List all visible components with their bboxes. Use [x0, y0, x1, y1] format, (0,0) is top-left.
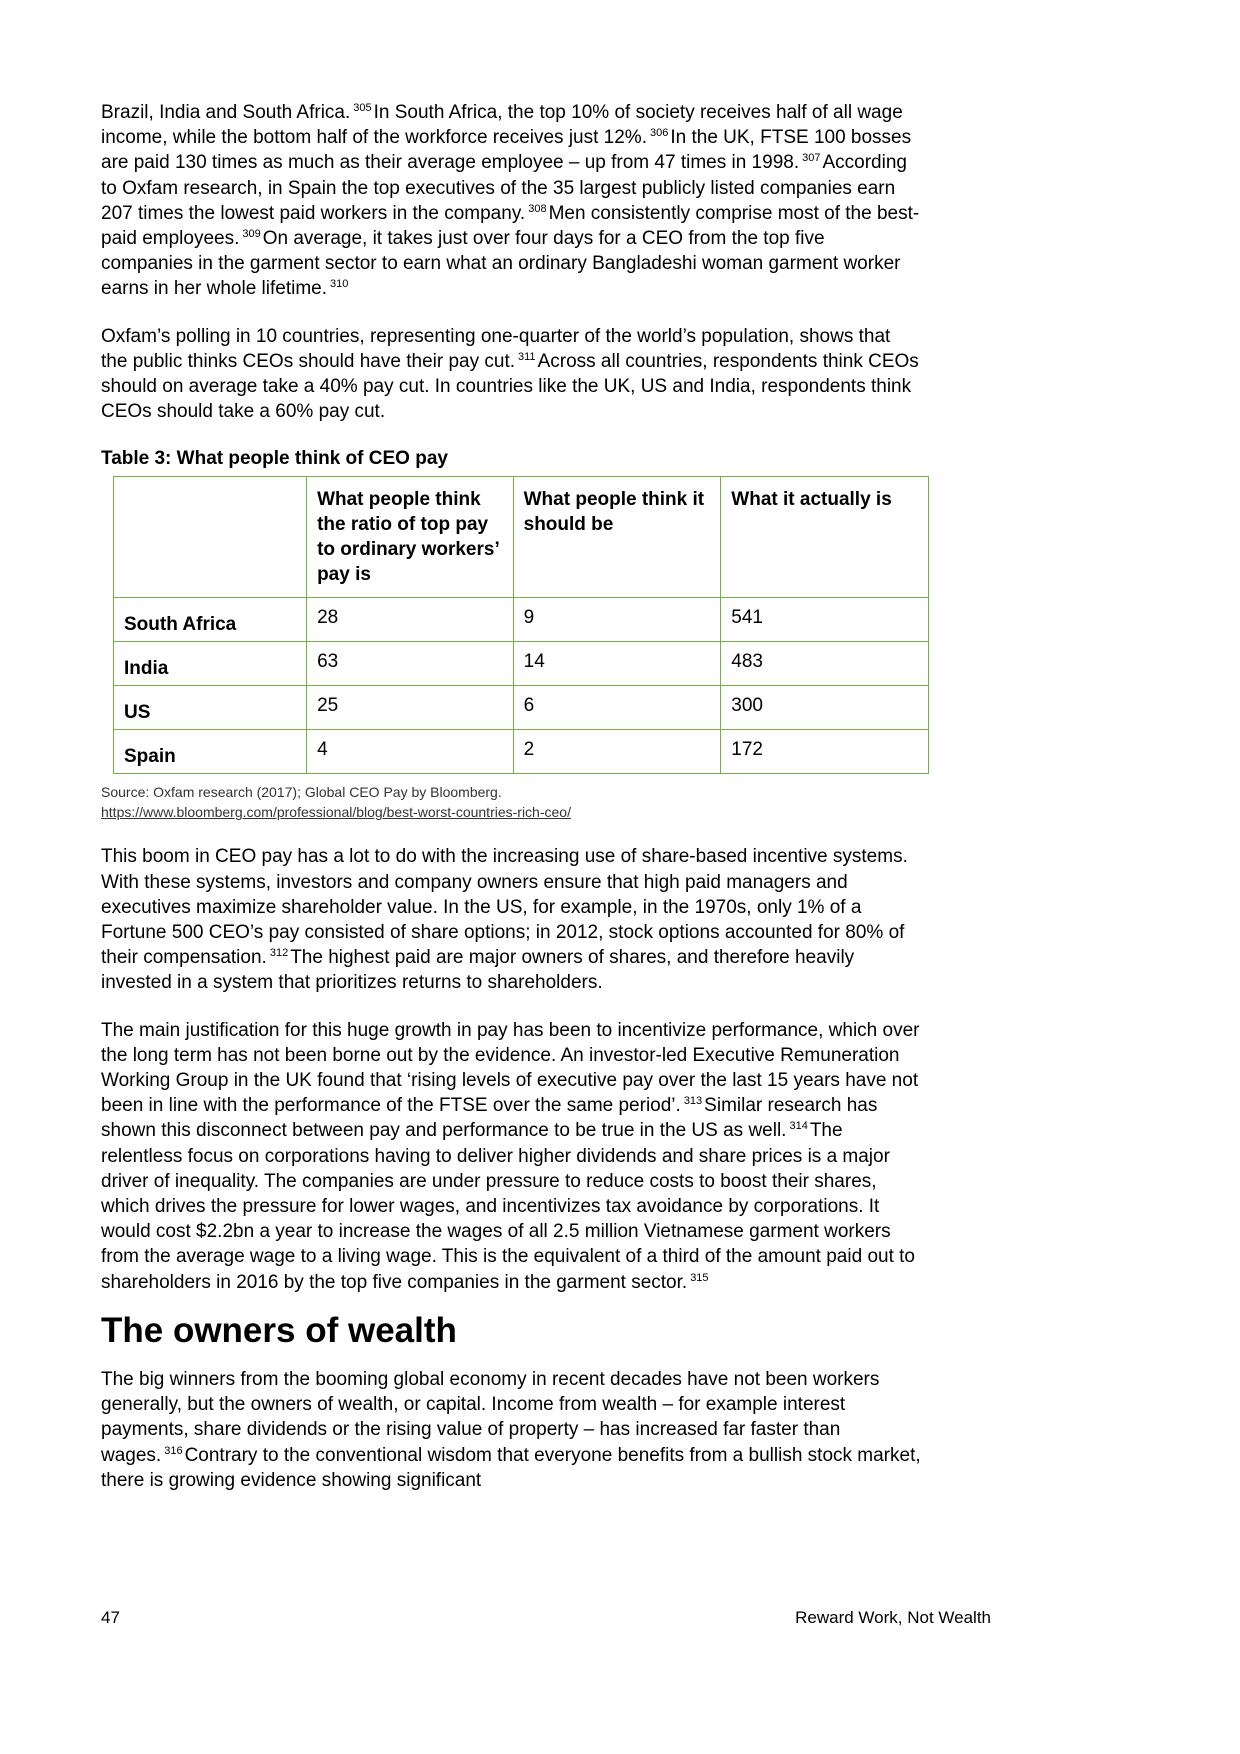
footnote-ref: 314 — [789, 1120, 808, 1133]
country-cell: US — [114, 686, 307, 730]
table-header-row — [114, 477, 929, 598]
perceived-ratio-cell: 63 — [307, 642, 514, 686]
text-run: Men consistently comprise most of the best-paid employees. — [101, 202, 920, 250]
text-run: On average, it takes just over four days for a CEO from the top five companies in the garment sector to earn what an ordinary Bangladeshi woman garment worker earns in her whole lifetime. — [101, 228, 901, 300]
footer-title: Reward Work, Not Wealth — [795, 1608, 991, 1627]
text-run: Brazil, India and South Africa. — [101, 102, 351, 123]
footnote-ref: 315 — [690, 1271, 709, 1284]
paragraph — [101, 324, 921, 425]
paragraph — [101, 1018, 921, 1295]
footnote-ref: 305 — [353, 102, 372, 114]
table-row — [114, 642, 929, 686]
table-row — [114, 598, 929, 642]
table-source — [101, 782, 921, 822]
text-run: According to Oxfam research, in Spain the top executives of the 35 largest publicly listed companies earn 207 times the lowest paid workers in the company. — [101, 152, 907, 224]
country-cell: South Africa — [114, 598, 307, 642]
perceived-ratio-cell: 25 — [307, 686, 514, 730]
table-header-actual-ratio: What it actually is — [721, 477, 929, 598]
table-caption: Table 3: What people think of CEO pay — [101, 448, 448, 470]
text-run: The main justification for this huge growth in pay has been to incentivize performance, which over the long term has not been borne out by the evidence. An investor-led Executive Remuneration Working Group in the UK found that ‘rising levels of executive pay over the last 15 years have not been in line with the performance of the FTSE over the same period’. — [101, 1019, 920, 1117]
footnote-ref: 312 — [269, 947, 289, 960]
footnote-ref: 309 — [242, 228, 261, 241]
actual-ratio-cell: 172 — [721, 730, 929, 774]
table-row — [114, 686, 929, 730]
footnote-ref: 311 — [518, 350, 536, 363]
ideal-ratio-cell: 9 — [513, 598, 721, 642]
text-run: Similar research has shown this disconnect between pay and performance to be true in the US as well. — [101, 1095, 878, 1142]
country-cell: India — [114, 642, 307, 686]
text-run: Oxfam’s polling in 10 countries, representing one-quarter of the world’s population, shows that the public thinks CEOs should have their pay cut. — [101, 325, 891, 372]
footnote-ref: 313 — [683, 1095, 703, 1108]
table-row — [114, 730, 929, 774]
perceived-ratio-cell: 28 — [307, 598, 514, 642]
source-text: Source: Oxfam research (2017); Global CEO Pay by Bloomberg. — [101, 784, 502, 801]
actual-ratio-cell: 541 — [721, 598, 929, 642]
actual-ratio-cell: 483 — [721, 642, 929, 686]
table-header-perceived-ratio: What people think the ratio of top pay to ordinary workers’ pay is — [307, 477, 514, 598]
table-header-ideal-ratio: What people think it should be — [513, 477, 721, 598]
text-run: Contrary to the conventional wisdom that everyone benefits from a bullish stock market, there is growing evidence showing significant — [101, 1444, 921, 1491]
text-run: This boom in CEO pay has a lot to do with the increasing use of share-based incentive systems. With these systems, investors and company owners ensure that high paid managers and executives maximize shareholder value. In the US, for example, in the 1970s, only 1% of a Fortune 500 CEO’s pay consisted of share options; in 2012, stock options accounted for 80% of their compensation. — [101, 846, 908, 969]
text-run: The highest paid are major owners of shares, and therefore heavily invested in a system that prioritizes returns to shareholders. — [101, 947, 855, 994]
footnote-ref: 310 — [330, 278, 349, 291]
ideal-ratio-cell: 6 — [513, 686, 721, 730]
document-page — [101, 100, 921, 1493]
text-run: Across all countries, respondents think CEOs should on average take a 40% pay cut. In countries like the UK, US and India, respondents think CEOs should take a 60% pay cut. — [101, 350, 919, 423]
ceo-pay-table — [113, 476, 929, 774]
footnote-ref: 307 — [802, 152, 821, 165]
page-number: 47 — [101, 1608, 120, 1627]
actual-ratio-cell: 300 — [721, 686, 929, 730]
source-link[interactable]: https://www.bloomberg.com/professional/blog/best-worst-countries-rich-ceo/ — [101, 804, 571, 821]
text-run: The relentless focus on corporations having to deliver higher dividends and share prices is a major driver of inequality. The companies are under pressure to reduce costs to boost their shares, which drives the pressure for lower wages, and incentivizes tax avoidance by corporations. It would cost $2.2bn a year to increase the wages of all 2.5 million Vietnamese garment workers from the average wage to a living wage. This is the equivalent of a third of the amount paid out to shareholders in 2016 by the top five companies in the garment sector. — [101, 1120, 915, 1293]
text-run: The big winners from the booming global economy in recent decades have not been workers generally, but the owners of wealth, or capital. Income from wealth – for example interest payments, share dividends or the rising value of property – has increased far faster than wages. — [101, 1368, 880, 1466]
footnote-ref: 316 — [164, 1444, 183, 1457]
ideal-ratio-cell: 14 — [513, 642, 721, 686]
country-cell: Spain — [114, 730, 307, 774]
text-run: In South Africa, the top 10% of society receives half of all wage income, while the bottom half of the workforce receives just 12%. — [101, 102, 903, 149]
perceived-ratio-cell: 4 — [307, 730, 514, 774]
table-header-empty — [114, 477, 307, 598]
section-heading: The owners of wealth — [101, 1310, 457, 1350]
paragraph — [101, 100, 921, 302]
ideal-ratio-cell: 2 — [513, 730, 721, 774]
footnote-ref: 306 — [649, 127, 669, 140]
text-run: In the UK, FTSE 100 bosses are paid 130 times as much as their average employee – up from 47 times in 1998. — [101, 127, 912, 174]
footnote-ref: 308 — [528, 202, 547, 215]
paragraph — [101, 1367, 921, 1493]
paragraph — [101, 844, 921, 995]
